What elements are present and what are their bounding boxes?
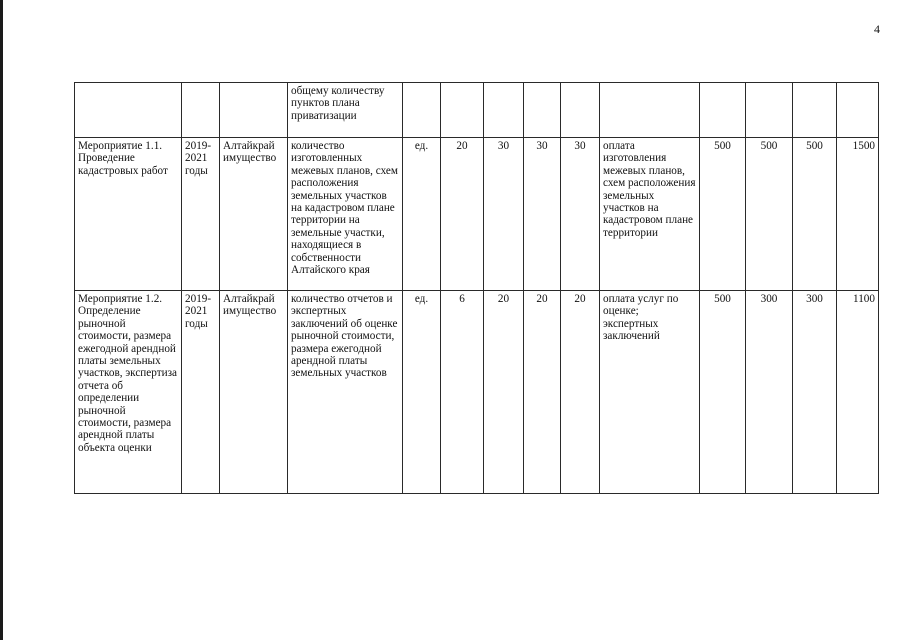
cell-indicator: количество изготовленных межевых планов, схем расположения земельных участков на кадастровом плане территории на земельные участки, находящиеся в собственности Алтайского края bbox=[288, 138, 403, 291]
cell-value-2021: 20 bbox=[561, 291, 600, 494]
cell-executor: Алтайкрай имущество bbox=[220, 138, 288, 291]
cell-value-2019: 30 bbox=[484, 138, 524, 291]
cell-value-2018: 20 bbox=[441, 138, 484, 291]
cell-value-2018: 6 bbox=[441, 291, 484, 494]
cell-activity: Мероприятие 1.1. Проведение кадастровых работ bbox=[75, 138, 182, 291]
cell-funding-2021: 300 bbox=[793, 291, 837, 494]
table-row bbox=[75, 291, 879, 494]
cell-executor bbox=[220, 83, 288, 138]
cell-unit: ед. bbox=[403, 291, 441, 494]
cell-value-2020: 30 bbox=[524, 138, 561, 291]
page-left-border bbox=[0, 0, 3, 640]
cell-value-2021: 30 bbox=[561, 138, 600, 291]
cell-funding-total: 1100 bbox=[837, 291, 879, 494]
cell-years bbox=[182, 83, 220, 138]
cell-expense: оплата изготовления межевых планов, схем расположения земельных участков на кадастровом плане территории bbox=[600, 138, 700, 291]
cell-expense: оплата услуг по оценке; экспертных заключений bbox=[600, 291, 700, 494]
table-row-continuation bbox=[75, 83, 879, 138]
cell-funding-total bbox=[837, 83, 879, 138]
cell-activity bbox=[75, 83, 182, 138]
cell-funding-2020: 500 bbox=[746, 138, 793, 291]
cell-value-2018 bbox=[441, 83, 484, 138]
cell-activity: Мероприятие 1.2. Определение рыночной стоимости, размера ежегодной арендной платы земельных участков, экспертиза отчета об определении рыночной стоимости, размера арендной платы объекта оценки bbox=[75, 291, 182, 494]
cell-unit: ед. bbox=[403, 138, 441, 291]
cell-executor: Алтайкрай имущество bbox=[220, 291, 288, 494]
cell-unit bbox=[403, 83, 441, 138]
cell-value-2019 bbox=[484, 83, 524, 138]
cell-funding-2019: 500 bbox=[700, 291, 746, 494]
cell-funding-total: 1500 bbox=[837, 138, 879, 291]
cell-funding-2019: 500 bbox=[700, 138, 746, 291]
program-measures-table bbox=[74, 82, 879, 494]
cell-funding-2020 bbox=[746, 83, 793, 138]
cell-funding-2021 bbox=[793, 83, 837, 138]
cell-funding-2019 bbox=[700, 83, 746, 138]
cell-funding-2020: 300 bbox=[746, 291, 793, 494]
cell-years: 2019-2021 годы bbox=[182, 138, 220, 291]
cell-expense bbox=[600, 83, 700, 138]
cell-indicator: количество отчетов и экспертных заключений об оценке рыночной стоимости, размера ежегодной арендной платы земельных участков bbox=[288, 291, 403, 494]
cell-value-2020 bbox=[524, 83, 561, 138]
cell-value-2020: 20 bbox=[524, 291, 561, 494]
table-row bbox=[75, 138, 879, 291]
cell-funding-2021: 500 bbox=[793, 138, 837, 291]
cell-indicator: общему количеству пунктов плана приватизации bbox=[288, 83, 403, 138]
cell-years: 2019-2021 годы bbox=[182, 291, 220, 494]
page-number: 4 bbox=[874, 22, 880, 36]
cell-value-2021 bbox=[561, 83, 600, 138]
cell-value-2019: 20 bbox=[484, 291, 524, 494]
